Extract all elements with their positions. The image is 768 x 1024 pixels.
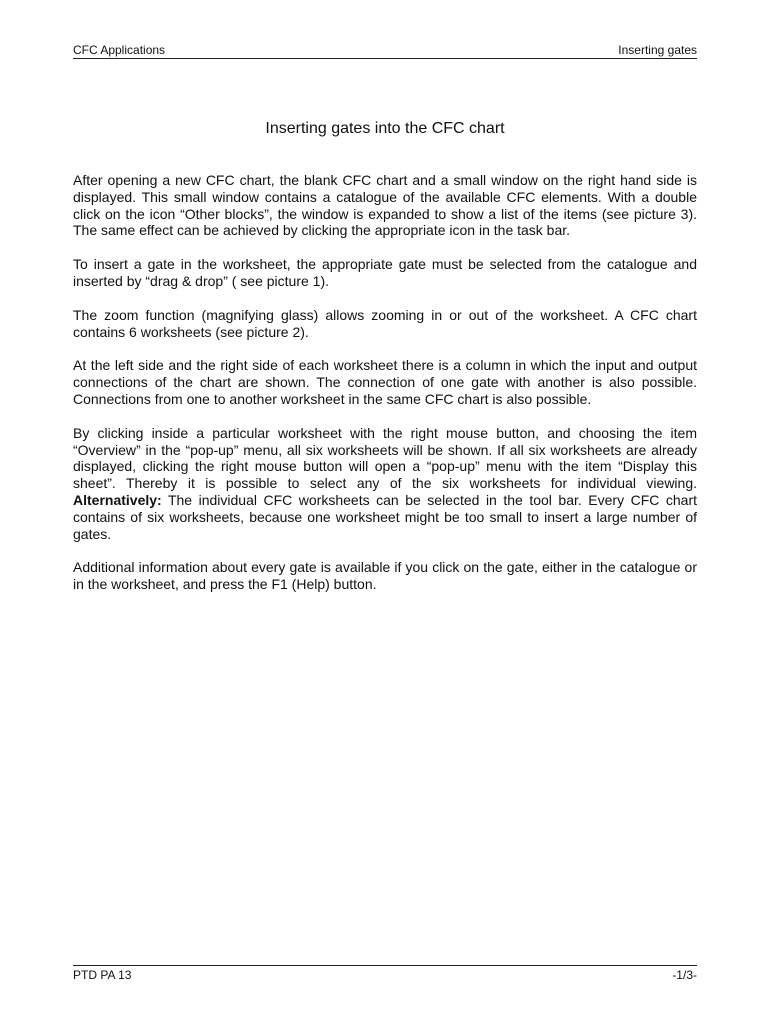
paragraph-6: Additional information about every gate is available if you click on the gate, either in the catalogue or in the worksheet, and press the F1 (Help) button. xyxy=(73,559,697,593)
paragraph-5-part-a: By clicking inside a particular worksheet with the right mouse button, and choosing the item “Overview” in the “pop-up” menu, all six worksheets will be shown. If all six worksheets are already displayed, clicking the right mouse button will open a “pop-up” menu with the item “Display this sheet”. Thereby it is possible to select any of the six worksheets for individual viewing. xyxy=(73,424,697,492)
paragraph-5-part-b: The individual CFC worksheets can be selected in the tool bar. Every CFC chart contains of six worksheets, because one worksheet might be too small to insert a large number of gates. xyxy=(73,491,697,542)
paragraph-1: After opening a new CFC chart, the blank CFC chart and a small window on the right hand side is displayed. This small window contains a catalogue of the available CFC elements. With a double click on the icon “Other blocks”, the window is expanded to show a list of the items (see picture 3). The same effect can be achieved by clicking the appropriate icon in the task bar. xyxy=(73,172,697,239)
paragraph-5-bold: Alternatively: xyxy=(73,491,162,508)
paragraph-5 xyxy=(73,425,697,543)
page-number: -1/3- xyxy=(672,968,697,982)
page-header xyxy=(73,42,697,59)
page-footer xyxy=(73,965,697,982)
document-body xyxy=(73,172,697,610)
paragraph-2: To insert a gate in the worksheet, the appropriate gate must be selected from the catalogue and inserted by “drag & drop” ( see picture 1). xyxy=(73,256,697,289)
paragraph-4: At the left side and the right side of each worksheet there is a column in which the input and output connections of the chart are shown. The connection of one gate with another is also possible. Connections from one to another worksheet in the same CFC chart is also possible. xyxy=(73,357,697,407)
page-title: Inserting gates into the CFC chart xyxy=(265,120,505,137)
header-left-text: CFC Applications xyxy=(73,43,166,57)
footer-left-text: PTD PA 13 xyxy=(73,968,132,982)
paragraph-3: The zoom function (magnifying glass) allows zooming in or out of the worksheet. A CFC chart contains 6 worksheets (see picture 2). xyxy=(73,306,697,340)
header-right-text: Inserting gates xyxy=(618,43,697,57)
